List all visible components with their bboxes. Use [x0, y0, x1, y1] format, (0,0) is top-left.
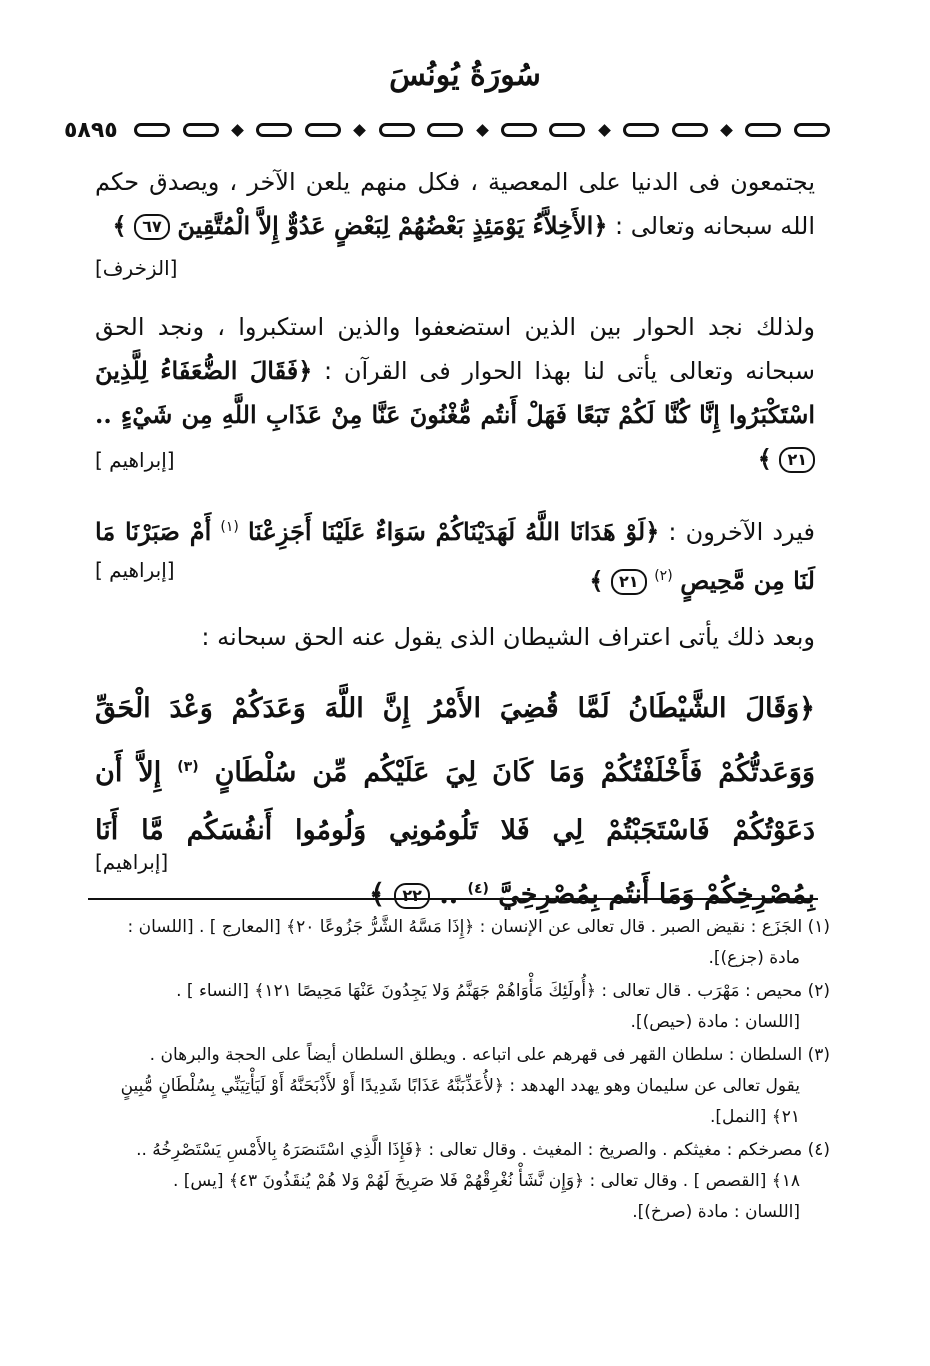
surah-title: سُورَةُ يُونُسَ [389, 58, 541, 93]
footnote-line: (٤) مصرخكم : مغيثكم . والصريخ : المغيث . وقال تعالى : ﴿فَإِذَا الَّذِي اسْتَنصَرَهُ بِالأَمْسِ يَسْتَصْرِخُهُ .. [136, 1140, 830, 1160]
footnote-3 [85, 1040, 830, 1133]
ornament-oval [623, 123, 659, 137]
footnote-line: (٢) محيص : مَهْرَب . قال تعالى : ﴿أُولَئِكَ مَأْوَاهُمْ جَهَنَّمُ وَلا يَجِدُونَ عَنْهَا مَحِيصًا ١٢١﴾ [النساء ] . [176, 981, 830, 1001]
footnote-2 [85, 976, 830, 1038]
verse-number: ٦٧ [134, 214, 170, 240]
footnote-line: ٢١﴾ [النمل]. [709, 1107, 800, 1127]
ornament-diamond [598, 124, 611, 137]
ornament-oval [745, 123, 781, 137]
quran-quote: إِلاَّ أَن دَعَوْتُكُمْ فَاسْتَجَبْتُمْ لِي فَلا تَلُومُونِي وَلُومُوا أَنفُسَكُم مَّا أَنَا بِمُصْرِخِكُمْ وَمَا أَنتُم بِمُصْرِخِيَّ [95, 757, 815, 910]
ornament-diamond [720, 124, 733, 137]
footnote-ref: (٣) [177, 759, 199, 775]
paragraph-1 [95, 160, 815, 248]
footnote-4 [85, 1135, 830, 1228]
ornament-oval [134, 123, 170, 137]
paragraph-3 [95, 505, 815, 603]
ornament-oval [427, 123, 463, 137]
page-number: ٥٨٩٥ [64, 117, 118, 143]
footnotes [85, 912, 830, 1230]
ornament-oval [672, 123, 708, 137]
footnote-line: مادة (جزع)]. [708, 948, 800, 968]
footnote-line: يقول تعالى عن سليمان وهو يهدد الهدهد : ﴿لأُعَذِّبَنَّهُ عَذَابًا شَدِيدًا أَوْ لأَذْبَحَنَّهُ أَوْ لَيَأْتِيَنِّي بِسُلْطَانٍ مُّبِينٍ [120, 1076, 800, 1096]
footnote-ref: (١) [220, 519, 239, 535]
ornament-oval [794, 123, 830, 137]
ornament-oval [305, 123, 341, 137]
footnote-line: [اللسان : مادة (حيص)]. [630, 1012, 800, 1032]
paragraph-4 [95, 615, 815, 659]
quran-quote: ﴿وَقَالَ الشَّيْطَانُ لَمَّا قُضِيَ الأَمْرُ إِنَّ اللَّهَ وَعَدَكُمْ وَعْدَ الْحَقِّ وَوَعَدتُّكُمْ فَأَخْلَفْتُكُمْ وَمَا كَانَ لِيَ عَلَيْكُم مِّن سُلْطَانٍ [95, 693, 815, 788]
header-ornament [60, 115, 830, 145]
quote-close-bracket: ﴾ [369, 879, 385, 910]
footnote-line: (١) الجَزَع : نقيض الصبر . قال تعالى عن الإنسان : ﴿إِذَا مَسَّهُ الشَّرُّ جَزُوعًا ٢٠﴾ [المعارج ] . [اللسان : [127, 917, 830, 937]
quote-close-bracket: ﴾ [589, 567, 604, 595]
footnote-line: [اللسان : مادة (صرخ)]. [632, 1202, 800, 1222]
source-reference: [إبراهيم ] [95, 448, 175, 472]
paragraph-1-text: يجتمعون فى الدنيا على المعصية ، فكل منهم يلعن الآخر ، ويصدق حكم الله سبحانه وتعالى : [95, 168, 815, 240]
verse-number: ٢١ [611, 569, 647, 595]
ornament-diamond [353, 124, 366, 137]
footnote-line: (٣) السلطان : سلطان القهر فى قهرهم على اتباعه . ويطلق السلطان أيضاً على الحجة والبرهان . [149, 1045, 830, 1065]
quote-close-bracket: ﴾ [757, 445, 772, 473]
verse-number: ٢١ [779, 447, 815, 473]
ornament-oval [501, 123, 537, 137]
source-reference: [إبراهيم ] [95, 558, 175, 582]
quran-quote: ﴿لَوْ هَدَانَا اللَّهُ لَهَدَيْنَاكُمْ سَوَاءٌ عَلَيْنَا أَجَزِعْنَا [247, 517, 660, 546]
quran-quote: ﴿الأَخِلاَّءُ يَوْمَئِذٍ بَعْضُهُمْ لِبَعْضٍ عَدُوٌّ إِلاَّ الْمُتَّقِينَ [177, 211, 608, 240]
ornament-diamond [231, 124, 244, 137]
quran-quote: ﴿فَقَالَ الضُّعَفَاءُ لِلَّذِينَ اسْتَكْبَرُوا إِنَّا كُنَّا لَكُمْ تَبَعًا فَهَلْ أَنتُم مُّغْنُونَ عَنَّا مِنْ عَذَابِ اللَّهِ مِن شَيْءٍ .. [95, 356, 815, 429]
paragraph-3-text: فيرد الآخرون : [668, 518, 816, 546]
quran-quote-block: ﴿وَقَالَ الشَّيْطَانُ لَمَّا قُضِيَ الأَمْرُ إِنَّ اللَّهَ وَعَدَكُمْ وَعْدَ الْحَقِّ وَوَعَدتُّكُمْ فَأَخْلَفْتُكُمْ وَمَا كَانَ لِيَ عَلَيْكُم مِّن سُلْطَانٍ $^{(٣)}$ إِلاَّ أَن دَعَوْتُكُمْ فَاسْتَجَبْتُمْ لِي فَلا تَلُومُونِي وَلُومُوا أَنفُسَكُم مَّا أَنَا بِمُصْرِخِكُمْ وَمَا أَنتُم بِمُصْرِخِيَّ $^{(٤)}$ .. ٢٢ ﴾ [95, 693, 815, 910]
footnote-ref: (٤) [467, 881, 489, 897]
ornament-oval [256, 123, 292, 137]
paragraph-2 [95, 305, 815, 481]
paragraph-2-text: ولذلك نجد الحوار بين الذين استضعفوا والذين استكبروا ، ونجد الحق سبحانه وتعالى يأتى لنا بهذا الحوار فى القرآن : [95, 313, 816, 385]
paragraph-4-text: وبعد ذلك يأتى اعتراف الشيطان الذى يقول عنه الحق سبحانه : [201, 623, 815, 651]
footnote-1 [85, 912, 830, 974]
source-reference: [إبراهيم] [95, 850, 169, 874]
footnote-ref: (٢) [654, 568, 673, 584]
quote-close-bracket: ﴾ [112, 212, 127, 240]
footnote-divider [88, 898, 818, 900]
source-reference: [الزخرف] [95, 256, 178, 280]
quran-quote: أَمْ صَبَرْنَا مَا لَنَا مِن مَّحِيصٍ [95, 517, 815, 595]
verse-number: ٢٢ [394, 883, 430, 909]
footnote-line: ١٨﴾ [القصص ] . وقال تعالى : ﴿وَإِن نَّشَأْ نُغْرِقْهُمْ فَلا صَرِيخَ لَهُمْ وَلا هُمْ يُنقَذُونَ ٤٣﴾ [يس] . [172, 1171, 800, 1191]
ornament-oval [379, 123, 415, 137]
ornament-oval [183, 123, 219, 137]
ornament-oval [549, 123, 585, 137]
ornament-diamond [476, 124, 489, 137]
